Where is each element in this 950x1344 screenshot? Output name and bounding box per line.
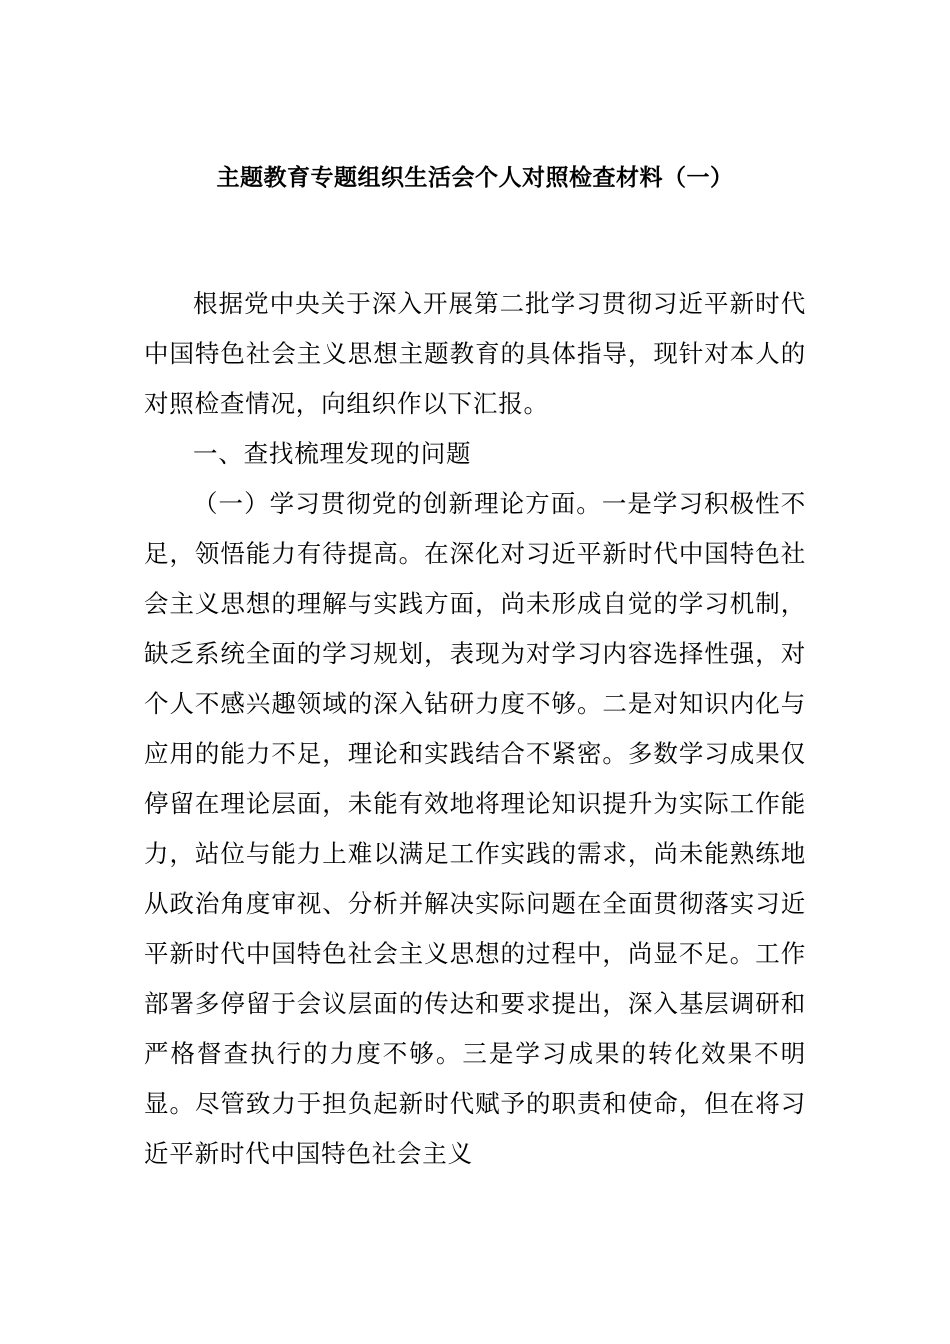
document-title: 主题教育专题组织生活会个人对照检查材料（一） xyxy=(216,165,734,191)
problem-paragraph: （一）学习贯彻党的创新理论方面。一是学习积极性不足，领悟能力有待提高。在深化对习近平新时代中国特色社会主义思想的理解与实践方面，尚未形成自觉的学习机制，缺乏系统全面的学习规划，表现为对学习内容选择性强，对个人不感兴趣领域的深入钻研力度不够。二是对知识内化与应用的能力不足，理论和实践结合不紧密。多数学习成果仅停留在理论层面，未能有效地将理论知识提升为实际工作能力，站位与能力上难以满足工作实践的需求，尚未能熟练地从政治角度审视、分析并解决实际问题在全面贯彻落实习近平新时代中国特色社会主义思想的过程中，尚显不足。工作部署多停留于会议层面的传达和要求提出，深入基层调研和严格督查执行的力度不够。三是学习成果的转化效果不明显。尽管致力于担负起新时代赋予的职责和使命，但在将习近平新时代中国特色社会主义 xyxy=(144,489,806,1168)
document-body xyxy=(144,279,806,1179)
section-heading: 一、查找梳理发现的问题 xyxy=(193,439,472,468)
intro-paragraph: 根据党中央关于深入开展第二批学习贯彻习近平新时代中国特色社会主义思想主题教育的具体指导，现针对本人的对照检查情况，向组织作以下汇报。 xyxy=(144,289,806,418)
